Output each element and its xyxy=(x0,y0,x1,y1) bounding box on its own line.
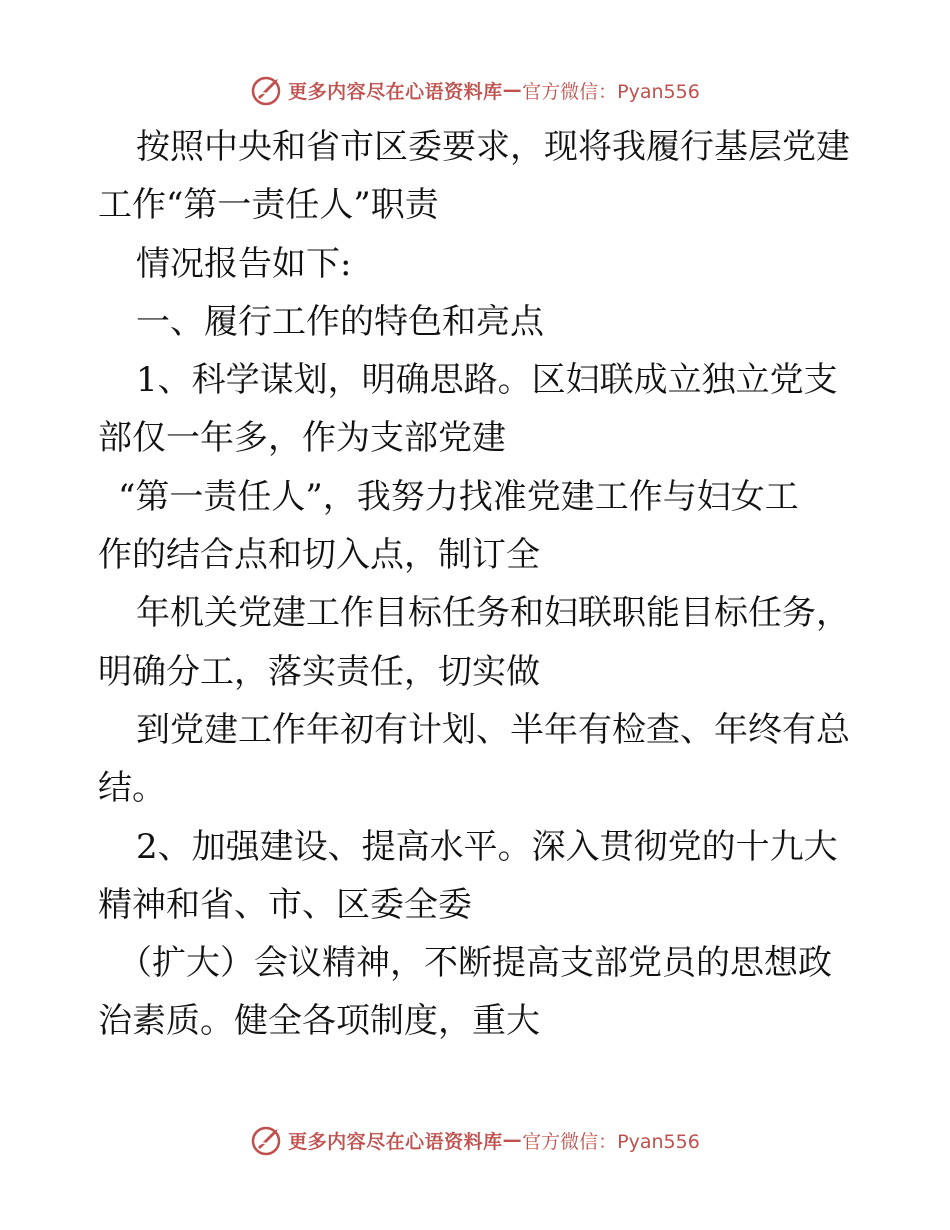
header-separator: — xyxy=(502,79,523,101)
body-line-3: 情况报告如下: xyxy=(136,243,352,284)
body-line-13: 2、加强建设、提高水平。深入贯彻党的十九大 xyxy=(136,826,838,867)
footer-wechat-text: 官方微信：Pyan556 xyxy=(522,1130,700,1153)
header-wechat-text: 官方微信：Pyan556 xyxy=(522,80,700,103)
body-line-10: 明确分工，落实责任，切实做 xyxy=(98,651,540,692)
body-line-12: 结。 xyxy=(98,768,166,809)
body-line-16: 治素质。健全各项制度，重大 xyxy=(98,1001,540,1042)
quill-pen-logo-icon xyxy=(250,1123,284,1157)
footer-watermark xyxy=(0,1120,950,1160)
body-line-1: 按照中央和省市区委要求，现将我履行基层党建 xyxy=(136,127,850,167)
footer-separator: — xyxy=(502,1129,523,1151)
body-line-7: “第一责任人”，我努力找准党建工作与妇女工 xyxy=(118,476,799,517)
body-line-11: 到党建工作年初有计划、半年有检查、年终有总 xyxy=(136,709,850,750)
body-line-15: （扩大）会议精神，不断提高支部党员的思想政 xyxy=(118,943,832,984)
body-line-6: 部仅一年多，作为支部党建 xyxy=(98,418,506,459)
body-line-8: 作的结合点和切入点，制订全 xyxy=(98,535,540,576)
body-line-5: 1、科学谋划，明确思路。区妇联成立独立党支 xyxy=(136,360,838,401)
body-line-2: 工作“第一责任人”职责 xyxy=(98,185,439,226)
document-body xyxy=(98,118,858,1051)
body-line-9: 年机关党建工作目标任务和妇联职能目标任务， xyxy=(136,593,850,634)
body-line-4: 一、履行工作的特色和亮点 xyxy=(136,301,544,342)
header-watermark xyxy=(0,70,950,110)
header-brand-text: 更多内容尽在心语资料库 xyxy=(288,80,503,103)
body-line-14: 精神和省、市、区委全委 xyxy=(98,884,472,925)
quill-pen-logo-icon xyxy=(250,73,284,107)
footer-brand-text: 更多内容尽在心语资料库 xyxy=(288,1130,503,1153)
